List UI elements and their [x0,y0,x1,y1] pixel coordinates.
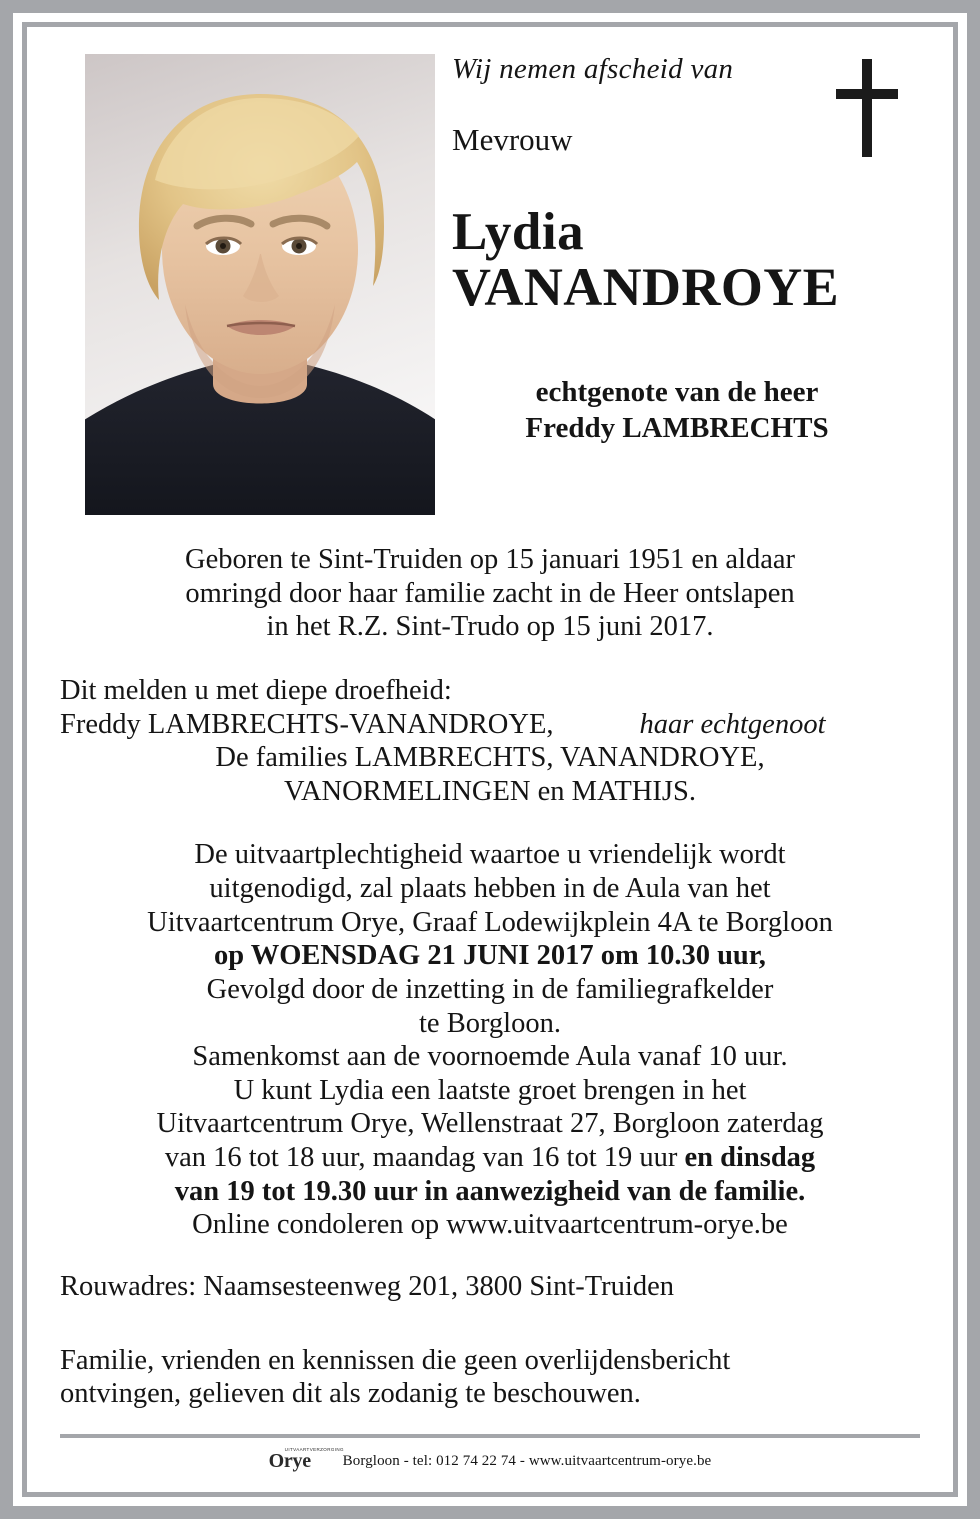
ceremony-line-2: uitgenodigd, zal plaats hebben in de Aula van het [209,873,771,904]
announce-spouse-relation: haar echtgenoot [639,708,826,740]
header-block [60,27,920,525]
spouse-name: Freddy LAMBRECHTS [525,412,829,445]
birth-death-paragraph [60,543,920,644]
ceremony-online-condolence: Online condoleren op www.uitvaartcentrum-orye.be [192,1209,788,1241]
ceremony-line-8: U kunt Lydia een laatste groet brengen in het [233,1074,747,1106]
birth-line-1: Geboren te Sint-Truiden op 15 januari 1951 en aldaar [185,544,795,575]
ceremony-datetime: op WOENSDAG 21 JUNI 2017 om 10.30 uur, [214,940,766,972]
portrait-photo [85,54,435,515]
orye-logo-icon [268,1447,344,1474]
closing-note [60,1344,920,1411]
ceremony-line-3: Uitvaartcentrum Orye, Graaf Lodewijkplein 4A te Borgloon [147,906,833,938]
logo-wordmark: Orye [268,1450,311,1472]
announce-families-1: De families LAMBRECHTS, VANANDROYE, [215,742,765,774]
inner-border-frame [22,22,958,1497]
announce-families-2: VANORMELINGEN en MATHIJS. [284,775,696,807]
ceremony-visiting-bold: en dinsdag [684,1142,816,1173]
announce-intro: Dit melden u met diepe droefheid: [60,674,452,706]
ceremony-visiting-tuesday: van 19 tot 19.30 uur in aanwezigheid van de familie. [174,1175,806,1207]
card-content [27,27,953,1492]
logo-superscript: UITVAARTVERZORGING [284,1447,344,1452]
announce-spouse-row [60,708,920,742]
name-column [452,27,920,447]
ceremony-line-7: Samenkomst aan de voornoemde Aula vanaf 10 uur. [192,1041,788,1073]
spouse-relation: echtgenote van de heer [535,376,819,409]
footer [27,1448,953,1474]
ceremony-line-1: De uitvaartplechtigheid waartoe u vriendelijk wordt [194,839,786,871]
birth-line-3: in het R.Z. Sint-Trudo op 15 juni 2017. [266,611,714,643]
ceremony-line-5: Gevolgd door de inzetting in de familiegrafkelder [206,973,774,1005]
farewell-lead: Wij nemen afscheid van [452,53,734,85]
deceased-first-name: Lydia [452,202,585,261]
closing-note-line-2: ontvingen, gelieven dit als zodanig te beschouwen. [60,1378,641,1410]
footer-divider [60,1434,920,1438]
announce-spouse-name: Freddy LAMBRECHTS-VANANDROYE, [60,708,554,740]
ceremony-visiting-row [60,1141,920,1175]
salutation: Mevrouw [452,121,573,157]
ceremony-visiting-plain: van 16 tot 18 uur, maandag van 16 tot 19 uur [164,1142,685,1173]
mourning-address: Rouwadres: Naamsesteenweg 201, 3800 Sint-Truiden [60,1270,674,1302]
closing-note-line-1: Familie, vrienden en kennissen die geen overlijdensbericht [60,1344,731,1376]
ceremony-line-9: Uitvaartcentrum Orye, Wellenstraat 27, Borgloon zaterdag [156,1108,824,1140]
birth-line-2: omringd door haar familie zacht in de Heer ontslapen [185,577,795,609]
spouse-block [452,374,920,447]
announcement-paragraph [60,674,920,809]
deceased-last-name: VANANDROYE [452,257,840,318]
ceremony-paragraph [60,838,920,1242]
footer-contact: Borgloon - tel: 012 74 22 74 - www.uitvaartcentrum-orye.be [342,1452,712,1469]
ceremony-line-6: te Borgloon. [419,1007,561,1039]
